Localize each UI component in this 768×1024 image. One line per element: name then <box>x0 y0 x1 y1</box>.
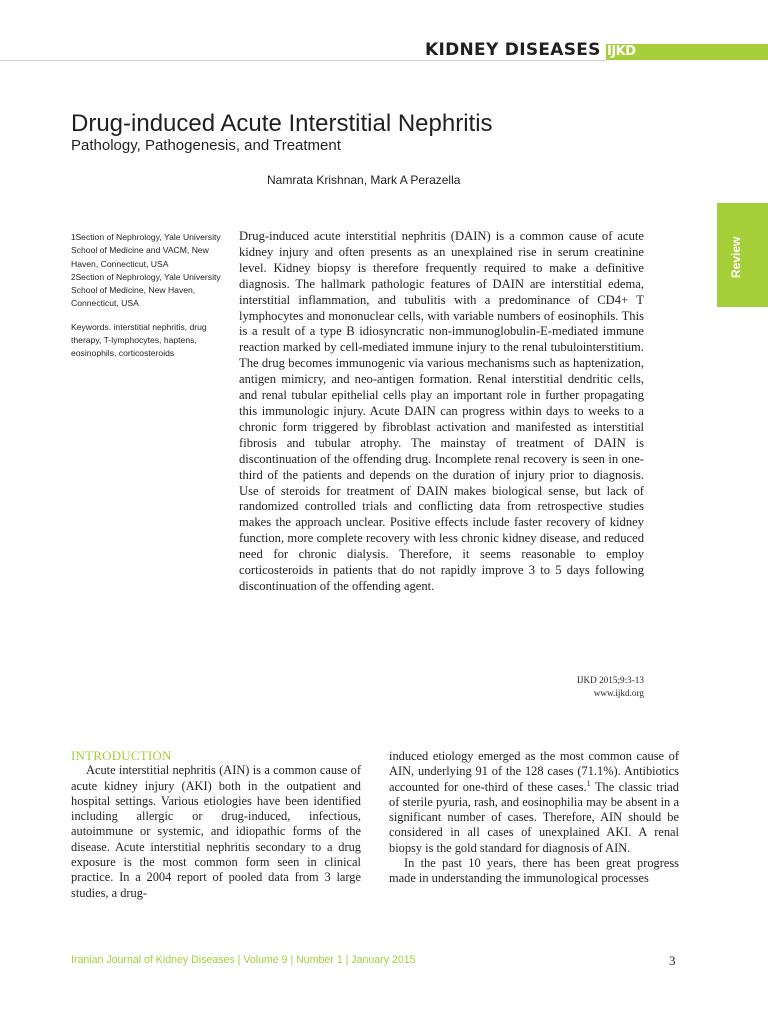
citation <box>577 674 644 700</box>
footer-journal-info: Iranian Journal of Kidney Diseases | Volume 9 | Number 1 | January 2015 <box>71 954 416 966</box>
body-paragraph: In the past 10 years, there has been great progress made in understanding the immunological processes <box>389 856 679 886</box>
body-paragraph: Acute interstitial nephritis (AIN) is a common cause of acute kidney injury (AKI) both in the outpatient and hospital settings. Various etiologies have been identified including allergic or drug-induced, infectious, autoimmune or systemic, and idiopathic forms of the disease. Acute interstitial nephritis secondary to a drug exposure is the most common form seen in clinical practice. In a 2004 report of pooled data from 3 large studies, a drug- <box>71 763 361 900</box>
page-number: 3 <box>669 953 676 968</box>
body-column-right <box>389 749 679 887</box>
journal-logo: IJKD <box>607 44 636 59</box>
body-text: induced etiology emerged as the most common cause of AIN, underlying 91 of the 128 cases (71.1%). Antibiotics accounted for one-third of these cases. <box>389 749 679 794</box>
affiliation-text: Section of Nephrology, Yale University School of Medicine and VACM, New Haven, Connecticut, USA <box>71 232 221 269</box>
abstract-text: Drug-induced acute interstitial nephritis (DAIN) is a common cause of acute kidney injury and often presents as an unexplained rise in serum creatinine level. Kidney biopsy is therefore frequently required to make a definitive diagnosis. The hallmark pathologic features of DAIN are interstitial edema, interstitial inflammation, and tubulitis with a predominance of CD4+ T lymphocytes and mononuclear cells, with variable numbers of eosinophils. This is a result of a type B idiosyncratic non-immunoglobulin-E-mediated immune reaction marked by cell-mediated immune injury to the renal tubulointerstitium. The drug becomes immunogenic via various mechanisms such as haptenization, antigen mimicry, and neo-antigen formation. Renal interstitial dendritic cells, and renal tubular epithelial cells play an important role in further propagating this immunologic injury. Acute DAIN can progress within days to weeks to a chronic form triggered by fibroblast activation and manifested as interstitial fibrosis and tubular atrophy. The mainstay of treatment of DAIN is discontinuation of the offending drug. Incomplete renal recovery is seen in one-third of the patients and depends on the duration of injury prior to diagnosis. Use of steroids for treatment of DAIN makes biological sense, but lack of randomized controlled trials and conflicting data from retrospective studies makes the approach unclear. Positive effects include faster recovery of kidney function, more complete recovery with less chronic kidney disease, and reduced need for chronic dialysis. Therefore, it seems reasonable to employ corticosteroids in patients that do not rapidly improve 3 to 5 days following discontinuation of the offending agent. <box>239 229 644 593</box>
affiliation-number: 2 <box>71 272 76 282</box>
paper-title: Drug-induced Acute Interstitial Nephritis <box>71 110 493 137</box>
body-paragraph <box>389 749 679 856</box>
page-header <box>0 0 768 70</box>
reference-link[interactable]: 1 <box>586 778 591 788</box>
paper-subtitle: Pathology, Pathogenesis, and Treatment <box>71 137 341 154</box>
sidebar <box>71 231 221 361</box>
section-heading: INTRODUCTION <box>71 748 172 763</box>
journal-url-link[interactable]: www.ijkd.org <box>593 688 644 698</box>
citation-ref: IJKD 2015;9:3-13 <box>576 675 644 685</box>
body-text: The classic triad of sterile pyuria, rash, and eosinophilia may be absent in a significant number of cases. Therefore, AIN should be considered in all cases of unexplained AKI. A renal biopsy is the gold standard for diagnosis of AIN. <box>389 779 679 855</box>
body-column-left <box>71 748 361 901</box>
keywords: Keywords. interstitial nephritis, drug therapy, T-lymphocytes, haptens, eosinophils, corticosteroids <box>71 321 207 359</box>
affiliation-text: Section of Nephrology, Yale University School of Medicine, New Haven, Connecticut, USA <box>71 271 221 309</box>
journal-brand: KIDNEY DISEASES <box>425 40 601 60</box>
abstract <box>239 229 644 595</box>
author-list: Namrata Krishnan, Mark A Perazella <box>267 173 461 187</box>
section-tab-label: Review <box>729 236 743 278</box>
affiliation-2 <box>71 271 221 311</box>
affiliation-number: 1 <box>71 233 76 242</box>
affiliation-1 <box>71 231 221 271</box>
header-rule <box>0 60 606 61</box>
